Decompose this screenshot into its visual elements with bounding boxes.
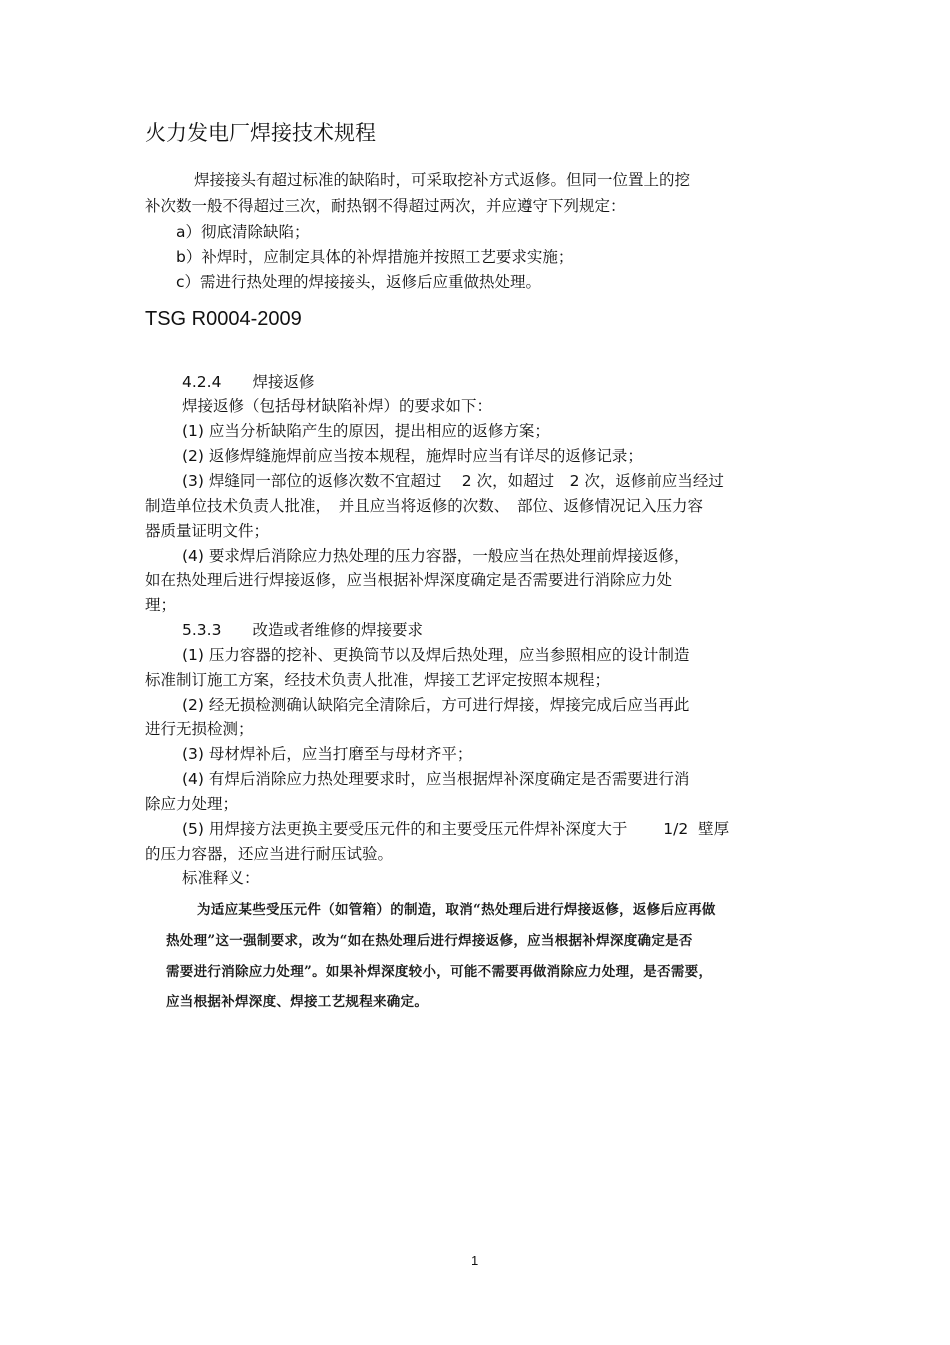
req-5-line: 的压力容器，还应当进行耐压试验。 xyxy=(145,845,394,863)
sec2-intro: 焊接返修（包括母材缺陷补焊）的要求如下： xyxy=(182,397,493,415)
item-3-line: (3) 焊缝同一部位的返修次数不宜超过 2 次，如超过 2 次，返修前应当经过 xyxy=(182,472,724,490)
note-label: 标准释义： xyxy=(182,869,260,887)
req-2-line: (2) 经无损检测确认缺陷完全清除后，方可进行焊接，焊接完成后应当再此 xyxy=(182,696,690,714)
scanned-line: 为适应某些受压元件（如管箱）的制造，取消“热处理后进行焊接返修，返修后应再做 xyxy=(197,902,716,918)
item-3-line: 器质量证明文件； xyxy=(145,522,270,540)
scanned-line: 应当根据补焊深度、焊接工艺规程来确定。 xyxy=(166,994,429,1010)
sec1-paragraph-line: 焊接接头有超过标准的缺陷时，可采取挖补方式返修。但同一位置上的挖 xyxy=(194,171,691,189)
item-4-line: 理； xyxy=(145,596,177,614)
req-2-line: 进行无损检测； xyxy=(145,720,254,738)
item-1: (1) 应当分析缺陷产生的原因，提出相应的返修方案； xyxy=(182,422,550,440)
req-5-line: (5) 用焊接方法更换主要受压元件的和主要受压元件焊补深度大于 1/2 壁厚 xyxy=(182,820,730,838)
item-4-line: (4) 要求焊后消除应力热处理的压力容器，一般应当在热处理前焊接返修， xyxy=(182,547,690,565)
req-4-line: (4) 有焊后消除应力热处理要求时，应当根据焊补深度确定是否需要进行消 xyxy=(182,770,690,788)
item-3-line: 制造单位技术负责人批准， 并且应当将返修的次数、 部位、返修情况记入压力容 xyxy=(145,497,704,515)
section-heading-533: 5.3.3 改造或者维修的焊接要求 xyxy=(182,621,423,639)
req-1-line: (1) 压力容器的挖补、更换筒节以及焊后热处理，应当参照相应的设计制造 xyxy=(182,646,690,664)
document-title: 火力发电厂焊接技术规程 xyxy=(145,121,376,145)
sec1-item-b: b）补焊时，应制定具体的补焊措施并按照工艺要求实施； xyxy=(176,248,574,266)
section-heading-424: 4.2.4 焊接返修 xyxy=(182,373,315,391)
item-4-line: 如在热处理后进行焊接返修，应当根据补焊深度确定是否需要进行消除应力处 xyxy=(145,571,673,589)
sec1-item-c: c）需进行热处理的焊接接头，返修后应重做热处理。 xyxy=(176,273,542,291)
scanned-line: 热处理”这一强制要求，改为“如在热处理后进行焊接返修，应当根据补焊深度确定是否 xyxy=(166,933,693,949)
standard-title: TSG R0004-2009 xyxy=(145,308,302,330)
page-number: 1 xyxy=(471,1253,479,1268)
scanned-line: 需要进行消除应力处理”。如果补焊深度较小，可能不需要再做消除应力处理，是否需要， xyxy=(166,964,713,980)
sec1-item-a: a）彻底清除缺陷； xyxy=(176,223,310,241)
req-4-line: 除应力处理； xyxy=(145,795,239,813)
item-2: (2) 返修焊缝施焊前应当按本规程，施焊时应当有详尽的返修记录； xyxy=(182,447,643,465)
req-3: (3) 母材焊补后，应当打磨至与母材齐平； xyxy=(182,745,473,763)
sec1-paragraph-line: 补次数一般不得超过三次，耐热钢不得超过两次，并应遵守下列规定： xyxy=(145,197,626,215)
req-1-line: 标准制订施工方案，经技术负责人批准，焊接工艺评定按照本规程； xyxy=(145,671,611,689)
